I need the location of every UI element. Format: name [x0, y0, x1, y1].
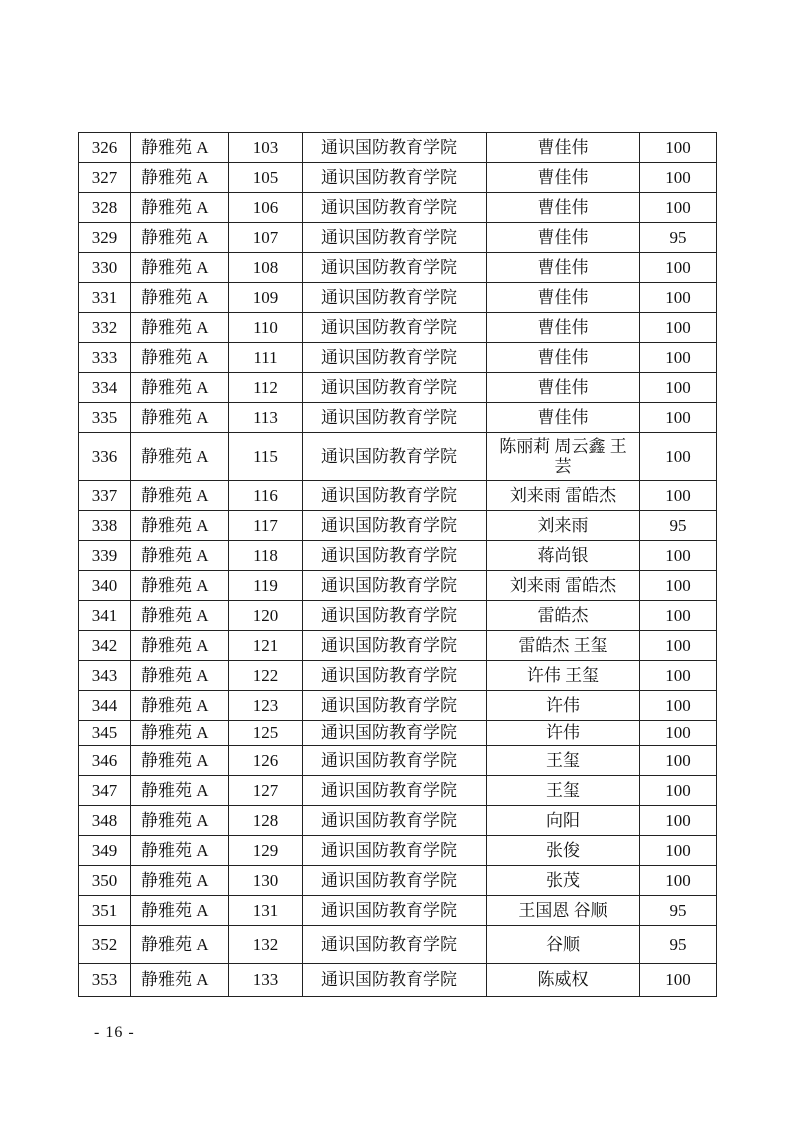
table-row — [79, 601, 717, 631]
cell-college: 通识国防教育学院 — [303, 541, 487, 571]
cell-score: 100 — [640, 571, 717, 601]
cell-room: 128 — [229, 806, 303, 836]
cell-college: 通识国防教育学院 — [303, 661, 487, 691]
cell-college: 通识国防教育学院 — [303, 313, 487, 343]
cell-names: 曹佳伟 — [487, 343, 640, 373]
cell-building: 静雅苑 A — [131, 746, 229, 776]
cell-room: 120 — [229, 601, 303, 631]
cell-no: 339 — [79, 541, 131, 571]
cell-names: 曹佳伟 — [487, 253, 640, 283]
cell-room: 130 — [229, 866, 303, 896]
cell-room: 129 — [229, 836, 303, 866]
cell-room: 103 — [229, 133, 303, 163]
table-row — [79, 631, 717, 661]
cell-no: 333 — [79, 343, 131, 373]
cell-building: 静雅苑 A — [131, 283, 229, 313]
cell-building: 静雅苑 A — [131, 926, 229, 964]
cell-score: 100 — [640, 403, 717, 433]
table-row — [79, 541, 717, 571]
cell-names: 许伟 王玺 — [487, 661, 640, 691]
cell-names: 曹佳伟 — [487, 133, 640, 163]
table-row — [79, 403, 717, 433]
cell-building: 静雅苑 A — [131, 806, 229, 836]
cell-college: 通识国防教育学院 — [303, 746, 487, 776]
cell-building: 静雅苑 A — [131, 433, 229, 481]
cell-score: 100 — [640, 133, 717, 163]
cell-college: 通识国防教育学院 — [303, 373, 487, 403]
cell-room: 121 — [229, 631, 303, 661]
cell-names: 刘来雨 雷皓杰 — [487, 481, 640, 511]
cell-college: 通识国防教育学院 — [303, 253, 487, 283]
cell-room: 110 — [229, 313, 303, 343]
cell-building: 静雅苑 A — [131, 481, 229, 511]
cell-college: 通识国防教育学院 — [303, 896, 487, 926]
cell-no: 353 — [79, 964, 131, 997]
cell-no: 351 — [79, 896, 131, 926]
table-row — [79, 133, 717, 163]
table-row — [79, 223, 717, 253]
cell-college: 通识国防教育学院 — [303, 964, 487, 997]
cell-building: 静雅苑 A — [131, 541, 229, 571]
table-row — [79, 746, 717, 776]
cell-room: 126 — [229, 746, 303, 776]
cell-room: 117 — [229, 511, 303, 541]
cell-no: 346 — [79, 746, 131, 776]
table-row — [79, 163, 717, 193]
cell-college: 通识国防教育学院 — [303, 721, 487, 746]
cell-score: 100 — [640, 601, 717, 631]
cell-college: 通识国防教育学院 — [303, 601, 487, 631]
cell-score: 95 — [640, 511, 717, 541]
cell-building: 静雅苑 A — [131, 403, 229, 433]
cell-building: 静雅苑 A — [131, 373, 229, 403]
cell-names: 陈威权 — [487, 964, 640, 997]
table-row — [79, 691, 717, 721]
dormitory-score-table — [78, 132, 717, 997]
cell-college: 通识国防教育学院 — [303, 511, 487, 541]
cell-college: 通识国防教育学院 — [303, 163, 487, 193]
cell-college: 通识国防教育学院 — [303, 776, 487, 806]
table-row — [79, 866, 717, 896]
cell-score: 100 — [640, 746, 717, 776]
cell-room: 119 — [229, 571, 303, 601]
cell-score: 100 — [640, 806, 717, 836]
cell-building: 静雅苑 A — [131, 866, 229, 896]
cell-college: 通识国防教育学院 — [303, 926, 487, 964]
table-row — [79, 964, 717, 997]
cell-names: 曹佳伟 — [487, 223, 640, 253]
cell-building: 静雅苑 A — [131, 836, 229, 866]
cell-room: 115 — [229, 433, 303, 481]
cell-building: 静雅苑 A — [131, 661, 229, 691]
cell-score: 100 — [640, 373, 717, 403]
table-row — [79, 253, 717, 283]
cell-no: 342 — [79, 631, 131, 661]
cell-names: 雷皓杰 王玺 — [487, 631, 640, 661]
cell-no: 335 — [79, 403, 131, 433]
cell-no: 352 — [79, 926, 131, 964]
cell-college: 通识国防教育学院 — [303, 433, 487, 481]
cell-building: 静雅苑 A — [131, 721, 229, 746]
cell-no: 332 — [79, 313, 131, 343]
cell-names: 王国恩 谷顺 — [487, 896, 640, 926]
cell-no: 329 — [79, 223, 131, 253]
table-row — [79, 721, 717, 746]
cell-score: 100 — [640, 313, 717, 343]
cell-score: 100 — [640, 433, 717, 481]
cell-room: 107 — [229, 223, 303, 253]
cell-score: 100 — [640, 866, 717, 896]
cell-score: 100 — [640, 721, 717, 746]
cell-college: 通识国防教育学院 — [303, 283, 487, 313]
cell-building: 静雅苑 A — [131, 691, 229, 721]
cell-no: 336 — [79, 433, 131, 481]
cell-room: 125 — [229, 721, 303, 746]
cell-room: 122 — [229, 661, 303, 691]
cell-building: 静雅苑 A — [131, 964, 229, 997]
table-row — [79, 776, 717, 806]
cell-room: 132 — [229, 926, 303, 964]
cell-score: 100 — [640, 343, 717, 373]
cell-room: 108 — [229, 253, 303, 283]
cell-no: 341 — [79, 601, 131, 631]
cell-building: 静雅苑 A — [131, 193, 229, 223]
cell-score: 100 — [640, 631, 717, 661]
cell-score: 100 — [640, 253, 717, 283]
cell-no: 344 — [79, 691, 131, 721]
table-row — [79, 836, 717, 866]
table-row — [79, 313, 717, 343]
cell-names: 许伟 — [487, 721, 640, 746]
cell-college: 通识国防教育学院 — [303, 193, 487, 223]
table-row — [79, 926, 717, 964]
table-row — [79, 661, 717, 691]
cell-room: 109 — [229, 283, 303, 313]
cell-score: 95 — [640, 223, 717, 253]
cell-college: 通识国防教育学院 — [303, 343, 487, 373]
cell-score: 95 — [640, 926, 717, 964]
table-row — [79, 481, 717, 511]
cell-no: 348 — [79, 806, 131, 836]
cell-names: 曹佳伟 — [487, 283, 640, 313]
cell-building: 静雅苑 A — [131, 163, 229, 193]
table-row — [79, 343, 717, 373]
cell-room: 105 — [229, 163, 303, 193]
cell-college: 通识国防教育学院 — [303, 631, 487, 661]
cell-no: 349 — [79, 836, 131, 866]
cell-names: 蒋尚银 — [487, 541, 640, 571]
cell-score: 100 — [640, 836, 717, 866]
cell-no: 343 — [79, 661, 131, 691]
cell-score: 100 — [640, 964, 717, 997]
cell-names: 王玺 — [487, 746, 640, 776]
table-body — [79, 133, 717, 997]
cell-building: 静雅苑 A — [131, 343, 229, 373]
table-row — [79, 571, 717, 601]
cell-no: 345 — [79, 721, 131, 746]
cell-building: 静雅苑 A — [131, 631, 229, 661]
cell-college: 通识国防教育学院 — [303, 481, 487, 511]
cell-no: 334 — [79, 373, 131, 403]
cell-college: 通识国防教育学院 — [303, 691, 487, 721]
cell-no: 337 — [79, 481, 131, 511]
cell-names: 刘来雨 — [487, 511, 640, 541]
table-row — [79, 806, 717, 836]
table-row — [79, 193, 717, 223]
cell-room: 127 — [229, 776, 303, 806]
cell-building: 静雅苑 A — [131, 571, 229, 601]
cell-room: 111 — [229, 343, 303, 373]
cell-names: 曹佳伟 — [487, 313, 640, 343]
cell-names: 曹佳伟 — [487, 403, 640, 433]
cell-room: 133 — [229, 964, 303, 997]
cell-building: 静雅苑 A — [131, 601, 229, 631]
cell-no: 350 — [79, 866, 131, 896]
page-number: - 16 - — [94, 1024, 135, 1041]
cell-room: 131 — [229, 896, 303, 926]
cell-names: 曹佳伟 — [487, 163, 640, 193]
cell-building: 静雅苑 A — [131, 896, 229, 926]
cell-names: 向阳 — [487, 806, 640, 836]
cell-no: 340 — [79, 571, 131, 601]
cell-names: 陈丽莉 周云鑫 王芸 — [487, 433, 640, 481]
cell-college: 通识国防教育学院 — [303, 866, 487, 896]
cell-building: 静雅苑 A — [131, 313, 229, 343]
cell-names: 雷皓杰 — [487, 601, 640, 631]
cell-no: 347 — [79, 776, 131, 806]
cell-room: 113 — [229, 403, 303, 433]
cell-names: 许伟 — [487, 691, 640, 721]
cell-score: 100 — [640, 163, 717, 193]
cell-college: 通识国防教育学院 — [303, 571, 487, 601]
cell-room: 123 — [229, 691, 303, 721]
cell-room: 118 — [229, 541, 303, 571]
cell-building: 静雅苑 A — [131, 253, 229, 283]
cell-score: 100 — [640, 481, 717, 511]
cell-score: 100 — [640, 541, 717, 571]
table-row — [79, 283, 717, 313]
cell-college: 通识国防教育学院 — [303, 806, 487, 836]
cell-names: 张俊 — [487, 836, 640, 866]
cell-college: 通识国防教育学院 — [303, 223, 487, 253]
cell-building: 静雅苑 A — [131, 776, 229, 806]
cell-score: 100 — [640, 283, 717, 313]
cell-names: 王玺 — [487, 776, 640, 806]
cell-score: 100 — [640, 776, 717, 806]
cell-names: 曹佳伟 — [487, 193, 640, 223]
cell-no: 330 — [79, 253, 131, 283]
cell-building: 静雅苑 A — [131, 133, 229, 163]
cell-room: 116 — [229, 481, 303, 511]
cell-score: 100 — [640, 691, 717, 721]
table-row — [79, 896, 717, 926]
cell-no: 326 — [79, 133, 131, 163]
cell-score: 95 — [640, 896, 717, 926]
cell-no: 327 — [79, 163, 131, 193]
cell-score: 100 — [640, 193, 717, 223]
cell-college: 通识国防教育学院 — [303, 403, 487, 433]
cell-college: 通识国防教育学院 — [303, 836, 487, 866]
cell-no: 338 — [79, 511, 131, 541]
cell-no: 331 — [79, 283, 131, 313]
cell-room: 112 — [229, 373, 303, 403]
table-row — [79, 511, 717, 541]
cell-score: 100 — [640, 661, 717, 691]
cell-names: 刘来雨 雷皓杰 — [487, 571, 640, 601]
cell-room: 106 — [229, 193, 303, 223]
cell-names: 张茂 — [487, 866, 640, 896]
table-row — [79, 373, 717, 403]
cell-college: 通识国防教育学院 — [303, 133, 487, 163]
cell-names: 曹佳伟 — [487, 373, 640, 403]
cell-names: 谷顺 — [487, 926, 640, 964]
cell-no: 328 — [79, 193, 131, 223]
table-row — [79, 433, 717, 481]
cell-building: 静雅苑 A — [131, 223, 229, 253]
cell-building: 静雅苑 A — [131, 511, 229, 541]
